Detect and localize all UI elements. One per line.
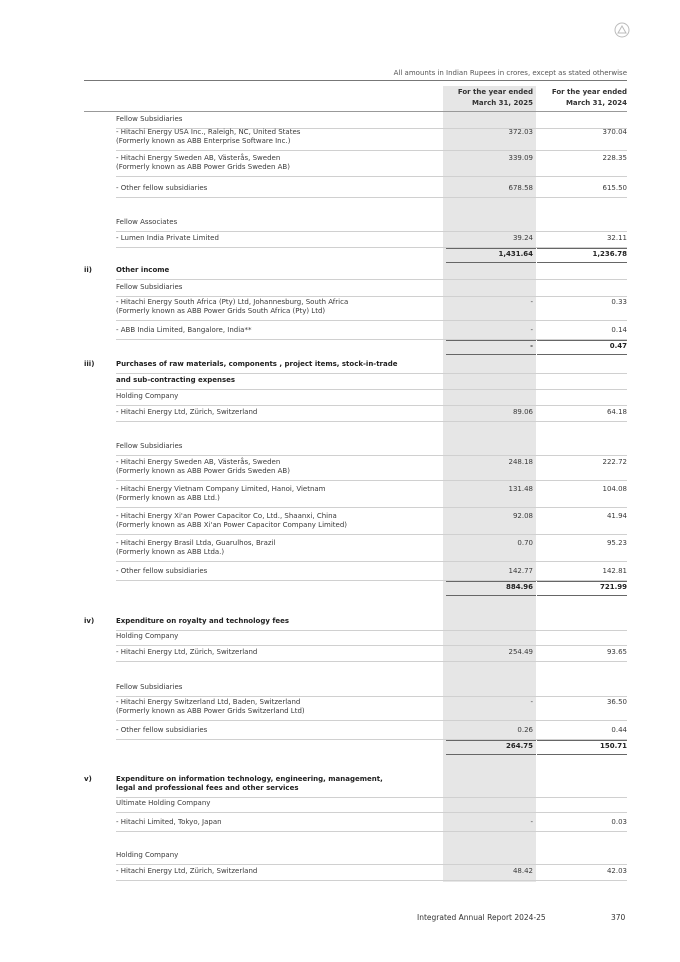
value-previous-year: 42.03 [606, 867, 627, 875]
unit-note: All amounts in Indian Rupees in crores, except as stated otherwise [393, 69, 627, 77]
subtotal-top-rule [446, 248, 536, 249]
row-label [116, 154, 446, 172]
row-divider [116, 320, 627, 321]
value-previous-year: 95.23 [606, 539, 627, 547]
section-number: iii) [84, 360, 95, 368]
row-label-line1: Fellow Associates [116, 218, 178, 226]
value-current-year: 1,431.64 [498, 250, 533, 258]
row-label-line1: - Other fellow subsidiaries [116, 567, 208, 575]
row-label [116, 867, 446, 876]
value-previous-year: 0.14 [611, 326, 627, 334]
row-label-line1: Holding Company [116, 851, 179, 859]
value-previous-year: 0.33 [611, 298, 627, 306]
row-label-line2: (Formerly known as ABB Power Grids Switzerland Ltd) [116, 707, 305, 715]
subtotal-bottom-rule [446, 262, 536, 263]
row-divider [116, 480, 627, 481]
row-label-line1: - Hitachi Energy Switzerland Ltd, Baden, Switzerland [116, 698, 301, 706]
row-label-line2: (Formerly known as ABB Power Grids Sweden AB) [116, 163, 290, 171]
row-label [116, 184, 446, 193]
row-label [116, 218, 446, 227]
section-number: ii) [84, 266, 92, 274]
row-label [116, 360, 446, 369]
row-label-line1: - Hitachi Energy Ltd, Zürich, Switzerland [116, 867, 258, 875]
row-label-line1: - Hitachi Energy Sweden AB, Västerås, Sweden [116, 458, 281, 466]
value-current-year: 248.18 [508, 458, 533, 466]
row-label-line1: - Hitachi Energy Vietnam Company Limited, Hanoi, Vietnam [116, 485, 326, 493]
row-label-line1: - ABB India Limited, Bangalore, India** [116, 326, 252, 334]
row-label-line1: - Hitachi Limited, Tokyo, Japan [116, 818, 222, 826]
subtotal-bottom-rule [537, 354, 627, 355]
company-logo-icon [612, 20, 632, 40]
row-divider [116, 455, 627, 456]
row-divider [116, 150, 627, 151]
row-label-line2: (Formerly known as ABB Xi'an Power Capacitor Company Limited) [116, 521, 347, 529]
row-label [116, 266, 446, 275]
row-label [116, 298, 446, 316]
row-label-line1: - Hitachi Energy Ltd, Zürich, Switzerland [116, 408, 258, 416]
value-current-year: 48.42 [512, 867, 533, 875]
value-current-year: 372.03 [508, 128, 533, 136]
column-header-line1: For the year ended [457, 88, 533, 96]
row-label [116, 698, 446, 716]
subtotal-top-rule [537, 740, 627, 741]
row-divider [116, 797, 627, 798]
value-current-year: - [530, 698, 533, 706]
row-label-line1: - Hitachi Energy Brasil Ltda, Guarulhos, Brazil [116, 539, 276, 547]
column-header-previous-year [537, 87, 627, 109]
value-current-year: 884.96 [505, 583, 533, 591]
subtotal-top-rule [537, 248, 627, 249]
row-label [116, 632, 446, 641]
value-previous-year: 104.08 [602, 485, 627, 493]
row-label-line2: (Formerly known as ABB Ltda.) [116, 548, 225, 556]
subtotal-bottom-rule [446, 754, 536, 755]
value-current-year: 131.48 [508, 485, 533, 493]
subtotal-bottom-rule [537, 754, 627, 755]
row-label-line1: Expenditure on royalty and technology fees [116, 617, 290, 625]
row-divider [116, 279, 627, 280]
column-header-line2: March 31, 2025 [471, 99, 533, 107]
row-label-line1: Fellow Subsidiaries [116, 683, 183, 691]
value-current-year: 39.24 [512, 234, 533, 242]
value-current-year: 0.26 [517, 726, 533, 734]
value-current-year: 92.08 [512, 512, 533, 520]
value-current-year: - [530, 298, 533, 306]
value-previous-year: 0.47 [609, 342, 627, 350]
row-label [116, 683, 446, 692]
value-previous-year: 41.94 [606, 512, 627, 520]
value-previous-year: 142.81 [602, 567, 627, 575]
row-label [116, 617, 446, 626]
row-label-line1: and sub-contracting expenses [116, 376, 236, 384]
header-top-rule [84, 80, 627, 81]
value-previous-year: 0.44 [611, 726, 627, 734]
value-previous-year: 36.50 [606, 698, 627, 706]
value-previous-year: 32.11 [606, 234, 627, 242]
column-header-current-year [443, 87, 533, 109]
row-divider [116, 231, 627, 232]
row-divider [116, 534, 627, 535]
row-label-line2: (Formerly known as ABB Power Grids South Africa (Pty) Ltd) [116, 307, 326, 315]
row-label [116, 392, 446, 401]
value-current-year: - [530, 818, 533, 826]
row-label-line2: legal and professional fees and other services [116, 784, 299, 792]
row-divider [116, 696, 627, 697]
row-label-line1: - Other fellow subsidiaries [116, 726, 208, 734]
value-previous-year: 370.04 [602, 128, 627, 136]
row-label [116, 799, 446, 808]
row-label-line1: Holding Company [116, 392, 179, 400]
row-divider [116, 561, 627, 562]
value-previous-year: 222.72 [602, 458, 627, 466]
row-label [116, 539, 446, 557]
row-label-line1: Ultimate Holding Company [116, 799, 211, 807]
row-divider [116, 864, 627, 865]
row-divider [116, 720, 627, 721]
row-divider [116, 296, 627, 297]
row-label-line1: Other income [116, 266, 170, 274]
row-label [116, 567, 446, 576]
row-label-line2: (Formerly known as ABB Power Grids Sweden AB) [116, 467, 290, 475]
value-current-year: 264.75 [505, 742, 533, 750]
row-label-line1: - Hitachi Energy South Africa (Pty) Ltd, Johannesburg, South Africa [116, 298, 349, 306]
row-label [116, 512, 446, 530]
row-label-line1: Fellow Subsidiaries [116, 442, 183, 450]
row-label-line1: Fellow Subsidiaries [116, 115, 183, 123]
row-divider [116, 630, 627, 631]
row-divider [116, 176, 627, 177]
row-divider [116, 880, 627, 881]
row-label-line1: Fellow Subsidiaries [116, 283, 183, 291]
row-label-line1: - Hitachi Energy Ltd, Zürich, Switzerland [116, 648, 258, 656]
value-previous-year: 64.18 [606, 408, 627, 416]
row-divider [116, 507, 627, 508]
column-header-line1: For the year ended [551, 88, 627, 96]
subtotal-top-rule [446, 340, 536, 341]
value-current-year: 678.58 [508, 184, 533, 192]
section-number: v) [84, 775, 92, 783]
subtotal-top-rule [446, 740, 536, 741]
column-header-line2: March 31, 2024 [565, 99, 627, 107]
row-label [116, 283, 446, 292]
value-previous-year: 721.99 [599, 583, 627, 591]
subtotal-bottom-rule [537, 595, 627, 596]
row-divider [116, 197, 627, 198]
row-label-line2: (Formerly known as ABB Ltd.) [116, 494, 220, 502]
row-label-line2: (Formerly known as ABB Enterprise Software Inc.) [116, 137, 291, 145]
value-previous-year: 93.65 [606, 648, 627, 656]
row-divider [116, 373, 627, 374]
subtotal-top-rule [537, 581, 627, 582]
value-current-year: - [530, 326, 533, 334]
row-divider [116, 389, 627, 390]
row-divider [116, 421, 627, 422]
value-current-year: - [530, 342, 533, 350]
row-label [116, 726, 446, 735]
row-label [116, 648, 446, 657]
value-previous-year: 228.35 [602, 154, 627, 162]
value-current-year: 254.49 [508, 648, 533, 656]
row-label-line1: - Lumen India Private Limited [116, 234, 219, 242]
section-number: iv) [84, 617, 95, 625]
page-number: 370 [611, 913, 626, 922]
row-divider [116, 405, 627, 406]
subtotal-bottom-rule [446, 354, 536, 355]
value-previous-year: 150.71 [599, 742, 627, 750]
value-previous-year: 615.50 [602, 184, 627, 192]
row-divider [116, 661, 627, 662]
value-previous-year: 0.03 [611, 818, 627, 826]
row-label [116, 115, 446, 124]
value-current-year: 0.70 [517, 539, 533, 547]
row-label [116, 485, 446, 503]
value-current-year: 339.09 [508, 154, 533, 162]
row-label [116, 818, 446, 827]
subtotal-top-rule [537, 340, 627, 341]
row-label [116, 442, 446, 451]
row-label-line1: - Hitachi Energy Sweden AB, Västerås, Sweden [116, 154, 281, 162]
row-label-line1: - Hitachi Energy USA Inc., Raleigh, NC, United States [116, 128, 301, 136]
row-label [116, 128, 446, 146]
row-label [116, 851, 446, 860]
row-label [116, 775, 446, 793]
row-label-line1: Expenditure on information technology, engineering, management, [116, 775, 383, 783]
header-bottom-rule [84, 111, 627, 112]
subtotal-top-rule [446, 581, 536, 582]
value-current-year: 142.77 [508, 567, 533, 575]
value-current-year: 89.06 [512, 408, 533, 416]
row-divider [116, 812, 627, 813]
current-year-column-shading [443, 86, 536, 882]
row-label [116, 234, 446, 243]
row-label-line1: - Other fellow subsidiaries [116, 184, 208, 192]
row-label-line1: - Hitachi Energy Xi'an Power Capacitor Co, Ltd., Shaanxi, China [116, 512, 337, 520]
row-label-line1: Holding Company [116, 632, 179, 640]
row-label-line1: Purchases of raw materials, components , project items, stock-in-trade [116, 360, 398, 368]
report-title-footer: Integrated Annual Report 2024-25 [417, 913, 546, 922]
row-label [116, 458, 446, 476]
value-previous-year: 1,236.78 [592, 250, 627, 258]
row-label [116, 376, 446, 385]
row-label [116, 408, 446, 417]
row-label [116, 326, 446, 335]
row-divider [116, 831, 627, 832]
subtotal-bottom-rule [537, 262, 627, 263]
row-divider [116, 645, 627, 646]
subtotal-bottom-rule [446, 595, 536, 596]
